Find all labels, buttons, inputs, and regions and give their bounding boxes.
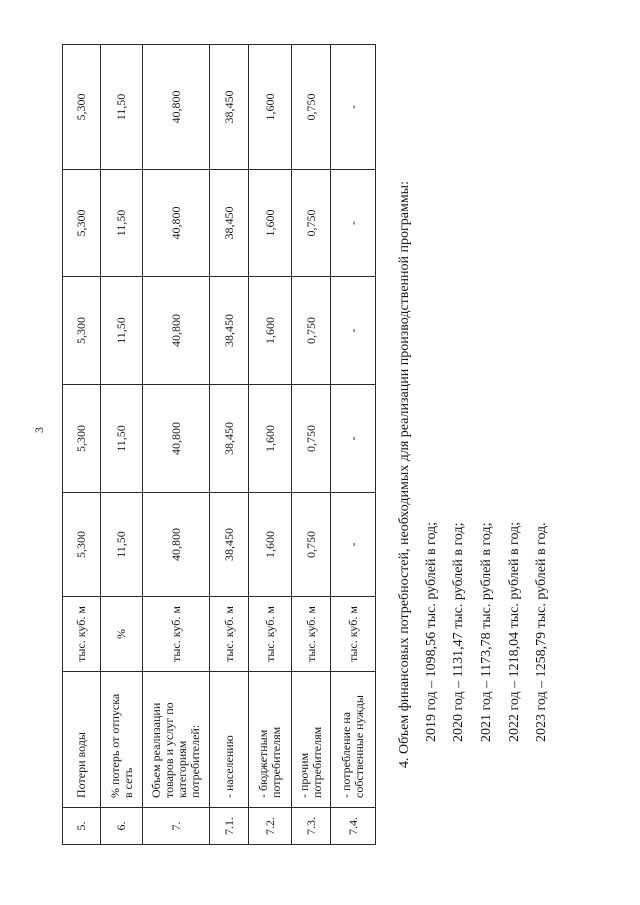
table-row <box>101 45 143 845</box>
value-cell: 11,50 <box>101 277 143 385</box>
unit-cell: тыс. куб. м <box>143 597 210 672</box>
value-cell: 38,450 <box>210 170 249 277</box>
unit-cell: тыс. куб. м <box>292 597 331 672</box>
value-cell: 11,50 <box>101 45 143 170</box>
value-cell: 38,450 <box>210 493 249 597</box>
indicator-name-cell: Потери воды <box>63 672 101 808</box>
value-cell: - <box>331 385 376 493</box>
table-row <box>292 45 331 845</box>
funding-item: 2019 год – 1098,56 тыс. рублей в год; <box>424 521 439 742</box>
value-cell: - <box>331 277 376 385</box>
indicator-name-cell: Объем реализации товаров и услуг по категориям потребителей: <box>143 672 210 808</box>
indicator-name-cell: - населению <box>210 672 249 808</box>
value-cell: 0,750 <box>292 385 331 493</box>
value-cell: 0,750 <box>292 277 331 385</box>
unit-cell: тыс. куб. м <box>331 597 376 672</box>
value-cell: 5,300 <box>63 385 101 493</box>
funding-item: 2022 год – 1218,04 тыс. рублей в год; <box>507 521 522 742</box>
value-cell: 40,800 <box>143 385 210 493</box>
funding-item: 2020 год – 1131,47 тыс. рублей в год; <box>451 522 466 742</box>
row-number-cell: 6. <box>101 808 143 845</box>
value-cell: 0,750 <box>292 170 331 277</box>
value-cell: - <box>331 45 376 170</box>
row-number-cell: 7. <box>143 808 210 845</box>
value-cell: 11,50 <box>101 385 143 493</box>
value-cell: 5,300 <box>63 277 101 385</box>
row-number-cell: 7.4. <box>331 808 376 845</box>
indicator-name-cell: - прочим потребителям <box>292 672 331 808</box>
value-cell: 0,750 <box>292 45 331 170</box>
unit-cell: тыс. куб. м <box>210 597 249 672</box>
value-cell: 40,800 <box>143 170 210 277</box>
value-cell: - <box>331 170 376 277</box>
indicator-name-cell: - бюджетным потребителям <box>249 672 292 808</box>
row-number-cell: 5. <box>63 808 101 845</box>
value-cell: 38,450 <box>210 45 249 170</box>
value-cell: 1,600 <box>249 170 292 277</box>
funding-item: 2021 год – 1173,78 тыс. рублей в год; <box>479 522 494 742</box>
row-number-cell: 7.3. <box>292 808 331 845</box>
unit-cell: тыс. куб. м <box>63 597 101 672</box>
table-row <box>210 45 249 845</box>
section-heading: 4. Объем финансовых потребностей, необходимых для реализации производственной программы: <box>397 181 412 768</box>
row-number-cell: 7.1. <box>210 808 249 845</box>
funding-item: 2023 год – 1258,79 тыс. рублей в год. <box>534 522 549 742</box>
row-number-cell: 7.2. <box>249 808 292 845</box>
value-cell: 40,800 <box>143 45 210 170</box>
table-row <box>143 45 210 845</box>
unit-cell: % <box>101 597 143 672</box>
value-cell: 11,50 <box>101 170 143 277</box>
table-row <box>331 45 376 845</box>
table-row <box>249 45 292 845</box>
value-cell: 0,750 <box>292 493 331 597</box>
production-program-table <box>62 44 376 845</box>
value-cell: 40,800 <box>143 277 210 385</box>
value-cell: 1,600 <box>249 493 292 597</box>
value-cell: 11,50 <box>101 493 143 597</box>
value-cell: 38,450 <box>210 385 249 493</box>
indicator-name-cell: % потерь от отпуска в сеть <box>101 672 143 808</box>
value-cell: 5,300 <box>63 170 101 277</box>
value-cell: 1,600 <box>249 45 292 170</box>
value-cell: 5,300 <box>63 493 101 597</box>
table-row <box>63 45 101 845</box>
unit-cell: тыс. куб. м <box>249 597 292 672</box>
value-cell: - <box>331 493 376 597</box>
value-cell: 1,600 <box>249 277 292 385</box>
value-cell: 1,600 <box>249 385 292 493</box>
page-number: 3 <box>32 427 46 433</box>
value-cell: 38,450 <box>210 277 249 385</box>
value-cell: 5,300 <box>63 45 101 170</box>
indicator-name-cell: - потребление на собственные нужды <box>331 672 376 808</box>
value-cell: 40,800 <box>143 493 210 597</box>
